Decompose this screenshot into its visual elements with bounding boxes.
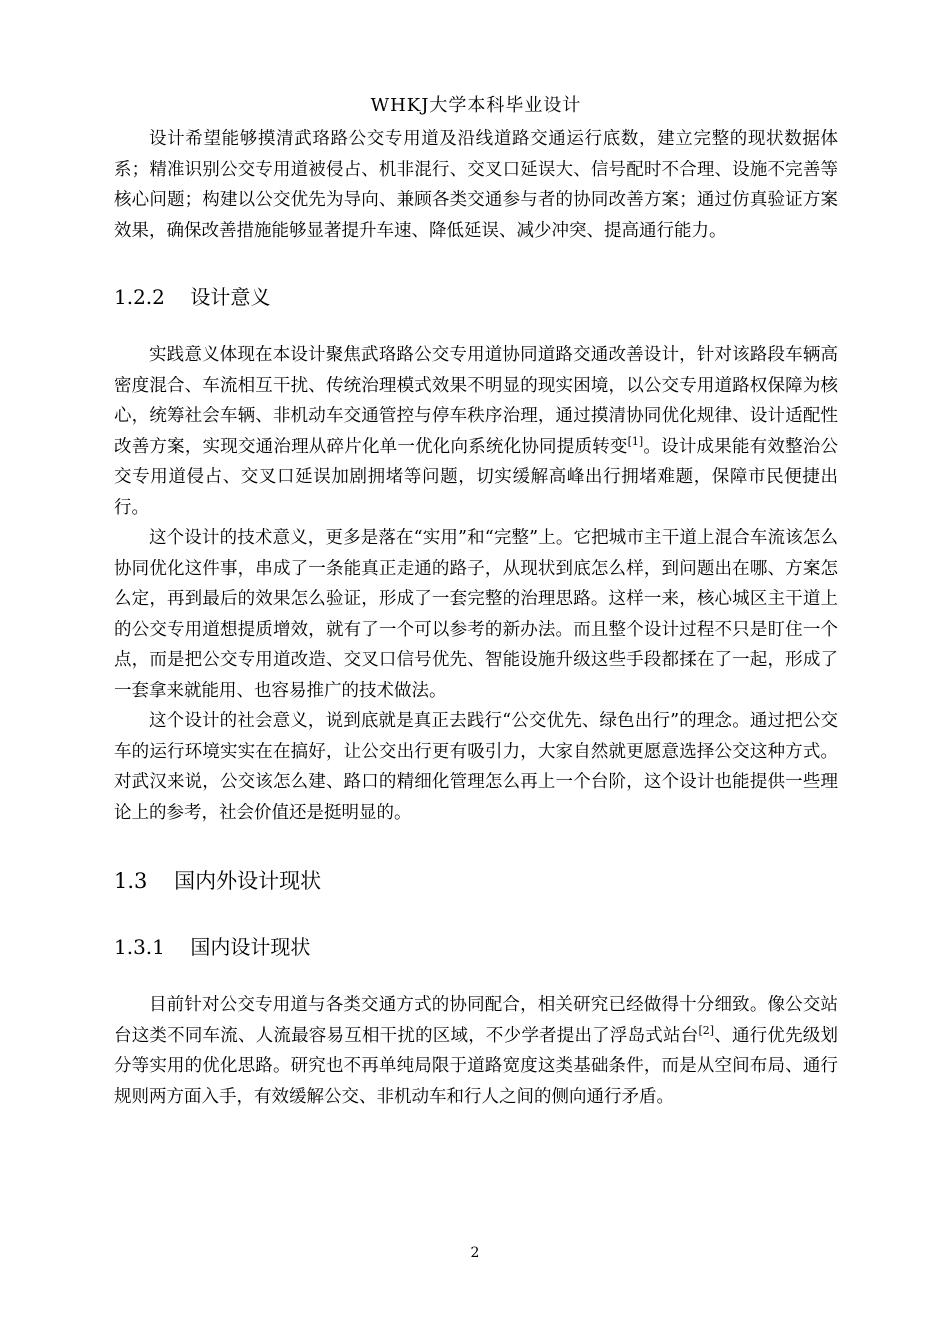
heading-1-2-2: [114, 282, 838, 312]
paragraph-domestic-status: [114, 990, 838, 1112]
page-content: [114, 124, 838, 1112]
heading-title: 国内外设计现状: [174, 869, 322, 893]
heading-title: 设计意义: [190, 285, 271, 309]
paragraph-text: 实践意义体现在本设计聚焦武珞路公交专用道协同道路交通改善设计，针对该路段车辆高密度混合、车流相互干扰、传统治理模式效果不明显的现实困境，以公交专用道路权保障为核心，统筹社会车辆、非机动车交通管控与停车秩序治理，通过摸清协同优化规律、设计适配性改善方案，实现交通治理从碎片化单一优化向系统化协同提质转变: [114, 345, 838, 457]
paragraph-text-continued: 、通行优先级划分等实用的优化思路。研究也不再单纯局限于道路宽度这类基础条件，而是从空间布局、通行规则两方面入手，有效缓解公交、非机动车和行人之间的侧向通行矛盾。: [114, 1025, 839, 1107]
paragraph-practical-significance: [114, 340, 838, 523]
paragraph-social-significance: 这个设计的社会意义，说到底就是真正去践行“公交优先、绿色出行”的理念。通过把公交车的运行环境实实在在搞好，让公交出行更有吸引力，大家自然就更愿意选择公交这种方式。对武汉来说，公交该怎么建、路口的精细化管理怎么再上一个台阶，这个设计也能提供一些理论上的参考，社会价值还是挺明显的。: [114, 711, 838, 823]
heading-1-3-1: [114, 932, 838, 962]
heading-number: 1.3: [114, 869, 148, 893]
heading-title: 国内设计现状: [190, 935, 311, 959]
running-header: WHKJ大学本科毕业设计: [370, 95, 582, 116]
heading-1-3: [114, 866, 838, 896]
paragraph-text-continued: 。设计成果能有效整治公交专用道侵占、交叉口延误加剧拥堵等问题，切实缓解高峰出行拥堵难题，保障市民便捷出行。: [114, 436, 838, 518]
paragraph-technical-significance: 这个设计的技术意义，更多是落在“实用”和“完整”上。它把城市主干道上混合车流该怎么协同优化这件事，串成了一条能真正走通的路子，从现状到底怎么样，到问题出在哪、方案怎么定，再到最后的效果怎么验证，形成了一套完整的治理思路。这样一来，核心城区主干道上的公交专用道想提质增效，就有了一个可以参考的新办法。而且整个设计过程不只是盯住一个点，而是把公交专用道改造、交叉口信号优先、智能设施升级这些手段都揉在了一起，形成了一套拿来就能用、也容易推广的技术做法。: [114, 528, 838, 701]
page-number: 2: [470, 1245, 480, 1261]
paragraph-text: 目前针对公交专用道与各类交通方式的协同配合，相关研究已经做得十分细致。像公交站台这类不同车流、人流最容易互相干扰的区域，不少学者提出了浮岛式站台: [114, 995, 838, 1046]
heading-number: 1.2.2: [114, 285, 165, 309]
paragraph-design-goals: 设计希望能够摸清武珞路公交专用道及沿线道路交通运行底数，建立完整的现状数据体系；精准识别公交专用道被侵占、机非混行、交叉口延误大、信号配时不合理、设施不完善等核心问题；构建以公交优先为导向、兼顾各类交通参与者的协同改善方案；通过仿真验证方案效果，确保改善措施能够显著提升车速、降低延误、减少冲突、提高通行能力。: [114, 129, 838, 241]
heading-number: 1.3.1: [114, 935, 165, 959]
citation-2: [2]: [698, 1023, 715, 1037]
citation-1: [1]: [627, 434, 644, 448]
